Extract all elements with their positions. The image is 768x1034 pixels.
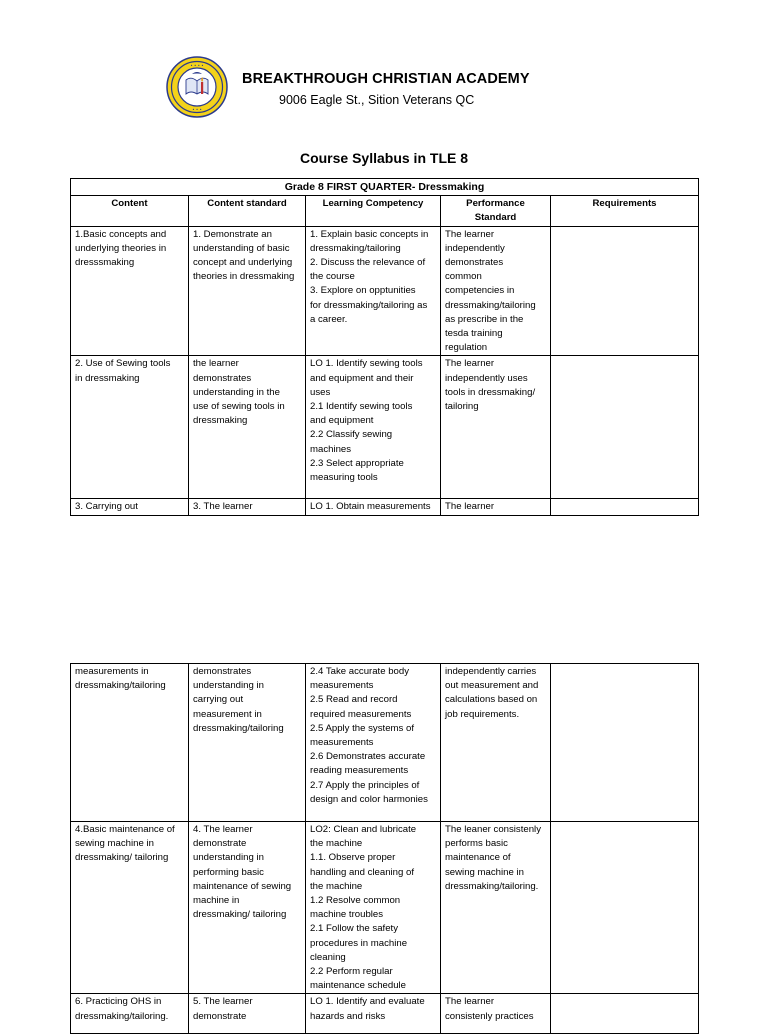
academy-seal-logo: [166, 56, 228, 118]
column-header-content-standard: Content standard: [189, 196, 306, 226]
learning-competency-cell: LO 1. Identify sewing tools and equipment and their uses 2.1 Identify sewing tools and equipment 2.2 Classify sewing machines 2.3 Select appropriate measuring tools: [306, 356, 441, 499]
content-cell: 6. Practicing OHS in dressmaking/tailoring.: [71, 994, 189, 1034]
svg-text:• • • •: • • • •: [190, 63, 204, 68]
learning-competency-cell: 2.4 Take accurate body measurements 2.5 Read and record required measurements 2.5 Apply the systems of measurements 2.6 Demonstrates accurate reading measurements 2.7 Apply the principles of design and color harmonies: [306, 664, 441, 822]
requirements-cell: [551, 994, 699, 1034]
content-cell: 3. Carrying out: [71, 499, 189, 515]
content-standard-cell: 5. The learner demonstrate: [189, 994, 306, 1034]
table-row: [71, 664, 699, 822]
table-row: [71, 356, 699, 499]
content-standard-cell: 3. The learner: [189, 499, 306, 515]
document-title: Course Syllabus in TLE 8: [299, 150, 469, 166]
table-row: [71, 822, 699, 994]
learning-competency-cell: LO2: Clean and lubricate the machine 1.1. Observe proper handling and cleaning of the machine 1.2 Resolve common machine troubles 2.1 Follow the safety procedures in machine cleaning 2.2 Perform regular maintenance schedule: [306, 822, 441, 994]
school-address: 9006 Eagle St., Sition Veterans QC: [279, 93, 475, 107]
column-header-learning-competency: Learning Competency: [306, 196, 441, 226]
syllabus-table-page2: [70, 663, 699, 1034]
requirements-cell: [551, 226, 699, 356]
svg-text:• • •: • • •: [192, 107, 202, 112]
content-cell: 2. Use of Sewing tools in dressmaking: [71, 356, 189, 499]
performance-standard-cell: The learner: [441, 499, 551, 515]
table-row: [71, 499, 699, 515]
learning-competency-cell: LO 1. Obtain measurements: [306, 499, 441, 515]
table-row: [71, 994, 699, 1034]
school-name: BREAKTHROUGH CHRISTIAN ACADEMY: [242, 71, 530, 87]
performance-standard-cell: The learner independently demonstrates common competencies in dressmaking/tailoring as prescribe in the tesda training regulation: [441, 226, 551, 356]
syllabus-table-page1: [70, 178, 699, 516]
performance-standard-cell: The learner consistenly practices: [441, 994, 551, 1034]
requirements-cell: [551, 822, 699, 994]
content-cell: 1.Basic concepts and underlying theories in dresssmaking: [71, 226, 189, 356]
column-header-content: Content: [71, 196, 189, 226]
content-standard-cell: 1. Demonstrate an understanding of basic concept and underlying theories in dressmaking: [189, 226, 306, 356]
content-cell: 4.Basic maintenance of sewing machine in dressmaking/ tailoring: [71, 822, 189, 994]
content-standard-cell: the learner demonstrates understanding in the use of sewing tools in dressmaking: [189, 356, 306, 499]
requirements-cell: [551, 356, 699, 499]
table-row: [71, 226, 699, 356]
content-cell: measurements in dressmaking/tailoring: [71, 664, 189, 822]
learning-competency-cell: LO 1. Identify and evaluate hazards and risks: [306, 994, 441, 1034]
performance-standard-cell: The leaner consistenly performs basic maintenance of sewing machine in dressmaking/tailoring.: [441, 822, 551, 994]
content-standard-cell: 4. The learner demonstrate understanding in performing basic maintenance of sewing machine in dressmaking/ tailoring: [189, 822, 306, 994]
performance-standard-cell: The learner independently uses tools in dressmaking/ tailoring: [441, 356, 551, 499]
content-standard-cell: demonstrates understanding in carrying out measurement in dressmaking/tailoring: [189, 664, 306, 822]
performance-standard-cell: independently carries out measurement and calculations based on job requirements.: [441, 664, 551, 822]
requirements-cell: [551, 664, 699, 822]
column-header-requirements: Requirements: [551, 196, 699, 226]
grade-quarter-heading: Grade 8 FIRST QUARTER- Dressmaking: [71, 179, 699, 196]
learning-competency-cell: 1. Explain basic concepts in dressmaking/tailoring 2. Discuss the relevance of the course 3. Explore on opptunities for dressmaking/tailoring as a career.: [306, 226, 441, 356]
column-header-performance-standard: Performance Standard: [441, 196, 551, 226]
requirements-cell: [551, 499, 699, 515]
